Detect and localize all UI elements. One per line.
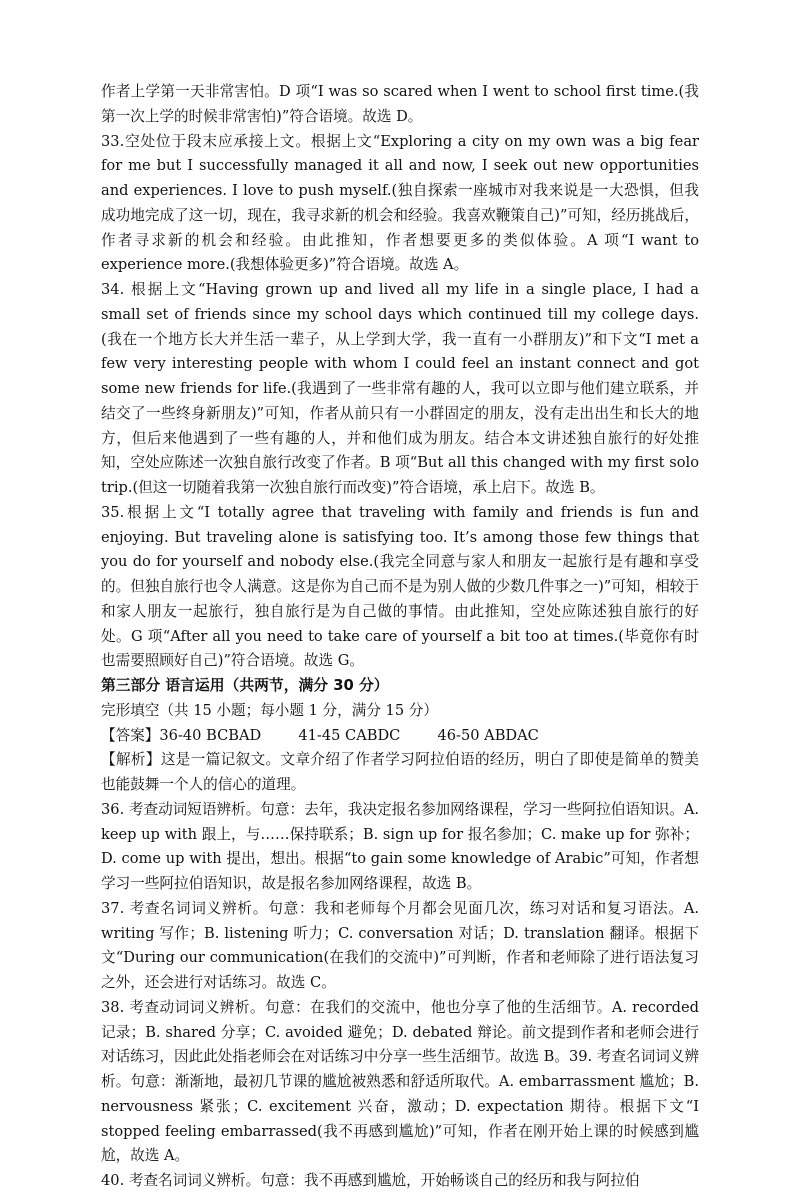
section-heading: 第三部分 语言运用（共两节，满分 30 分）	[101, 677, 389, 694]
item-40: 40. 考查名词词义辨析。句意：我不再感到尴尬，开始畅谈自己的经历和我与阿拉伯	[101, 1172, 640, 1189]
analysis-paragraph: 【解析】这是一篇记叙文。文章介绍了作者学习阿拉伯语的经历，明白了即使是简单的赞美也能鼓舞一个人的信心的道理。	[101, 751, 699, 793]
paragraph-35: 35.根据上文“I totally agree that traveling with family and friends is fun and enjoying. But traveling alone is satisfying too. It’s among those few things that you do for yourself and nobody else.(我完全同意与家人和朋友一起旅行是有趣和享受的。但独自旅行也令人满意。这是你为自己而不是为别人做的少数几件事之一)”可知，相较于和家人朋友一起旅行，独自旅行是为自己做的事情。由此推知，空处应陈述独自旅行的好处。G 项“After all you need to take care of yourself a bit too at times.(毕竟你有时也需要照顾好自己)”符合语境。故选 G。	[101, 503, 699, 670]
item-37: 37. 考查名词词义辨析。句意：我和老师每个月都会见面几次，练习对话和复习语法。A. writing 写作；B. listening 听力；C. conversation 对话；D. translation 翻译。根据下文“During our communication(在我们的交流中)”可判断，作者和老师除了进行语法复习之外，还会进行对话练习。故选 C。	[101, 899, 699, 991]
answer-line: 【答案】36-40 BCBAD 41-45 CABDC 46-50 ABDAC	[101, 726, 539, 744]
document-page	[101, 80, 699, 1194]
sub-heading: 完形填空（共 15 小题；每小题 1 分，满分 15 分）	[101, 701, 438, 719]
item-36: 36. 考查动词短语辨析。句意：去年，我决定报名参加网络课程，学习一些阿拉伯语知识。A. keep up with 跟上，与……保持联系；B. sign up for 报名参加；C. make up for 弥补；D. come up with 提出，想出。根据“to gain some knowledge of Arabic”可知，作者想学习一些阿拉伯语知识，故是报名参加网络课程，故选 B。	[101, 800, 699, 892]
paragraph-33: 33.空处位于段末应承接上文。根据上文“Exploring a city on my own was a big fear for me but I successfully managed it all and now, I seek out new opportunities and experiences. I love to push myself.(独自探索一座城市对我来说是一大恐惧，但我成功地完成了这一切，现在，我寻求新的机会和经验。我喜欢鞭策自己)”可知，经历挑战后，作者寻求新的机会和经验。由此推知，作者想要更多的类似体验。A 项“I want to experience more.(我想体验更多)”符合语境。故选 A。	[101, 132, 699, 274]
paragraph-32-tail: 作者上学第一天非常害怕。D 项“I was so scared when I went to school first time.(我第一次上学的时候非常害怕)”符合语境。故选 D。	[101, 83, 699, 125]
paragraph-34: 34. 根据上文“Having grown up and lived all my life in a single place, I had a small set of friends since my school days which continued till my college days.(我在一个地方长大并生活一辈子，从上学到大学，我一直有一小群朋友)”和下文“I met a few very interesting people with whom I could feel an instant connect and got some new friends for life.(我遇到了一些非常有趣的人，我可以立即与他们建立联系，并结交了一些终身新朋友)”可知，作者从前只有一小群固定的朋友，没有走出出生和长大的地方，但后来他遇到了一些有趣的人，并和他们成为朋友。结合本文讲述独自旅行的好处推知，空处应陈述一次独自旅行改变了作者。B 项“But all this changed with my first solo trip.(但这一切随着我第一次独自旅行而改变)”符合语境，承上启下。故选 B。	[101, 281, 699, 496]
item-38-39: 38. 考查动词词义辨析。句意：在我们的交流中，他也分享了他的生活细节。A. recorded 记录；B. shared 分享；C. avoided 避免；D. debated 辩论。前文提到作者和老师会进行对话练习，因此此处指老师会在对话练习中分享一些生活细节。故选 B。39. 考查名词词义辨析。句意：渐渐地，最初几节课的尴尬被熟悉和舒适所取代。A. embarrassment 尴尬；B. nervousness 紧张；C. excitement 兴奋，激动；D. expectation 期待。根据下文“I stopped feeling embarrassed(我不再感到尴尬)”可知，作者在刚开始上课的时候感到尴尬，故选 A。	[101, 998, 699, 1165]
